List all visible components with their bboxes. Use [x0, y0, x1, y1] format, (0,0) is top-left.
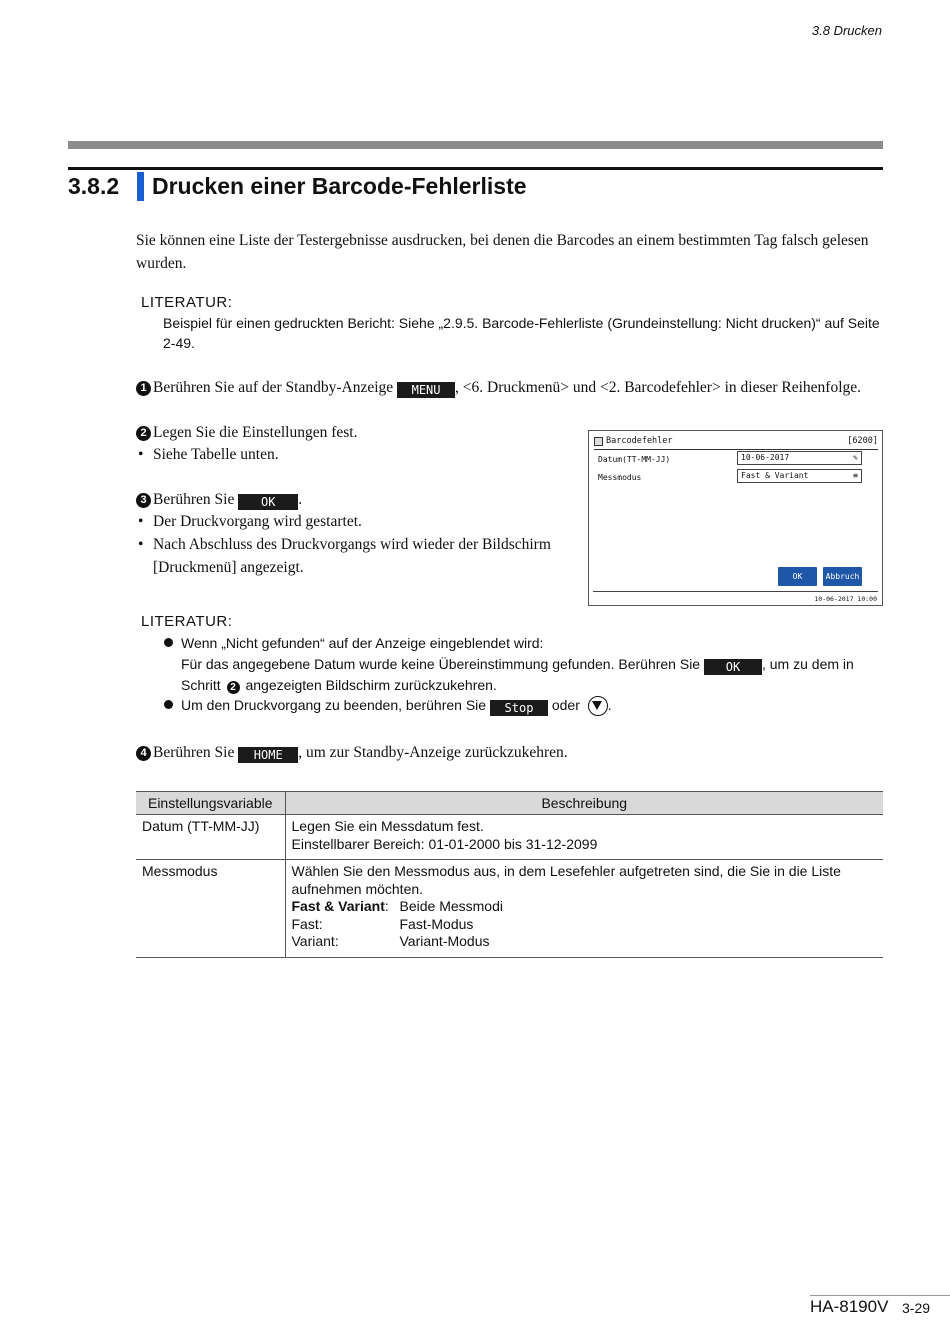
literatur-text: Beispiel für einen gedruckten Bericht: Siehe „2.9.5. Barcode-Fehlerliste (Grundeinstellung: Nicht drucken)“ auf Seite 2-49. [163, 315, 880, 351]
description-line: Legen Sie ein Messdatum fest. [291, 818, 484, 834]
section-rule [68, 167, 883, 170]
section-title: Drucken einer Barcode-Fehlerliste [152, 173, 527, 199]
step-2-text: Legen Sie die Einstellungen fest. [153, 424, 358, 441]
literatur-2-b1-line2-post: , um zu dem in [761, 656, 854, 672]
option-key: Variant: [291, 933, 339, 949]
date-label: Datum(TT-MM-JJ) [598, 455, 671, 464]
window-icon [594, 437, 603, 446]
literatur-label: LITERATUR: [141, 294, 233, 311]
setting-description [285, 815, 883, 860]
option-row [292, 933, 878, 951]
column-header: Einstellungsvariable [136, 792, 285, 815]
column-header: Beschreibung [285, 792, 883, 815]
footer-rule [810, 1295, 950, 1296]
bullet-dot-icon [164, 700, 173, 709]
option-row [292, 898, 878, 916]
option-key: Fast: [291, 915, 323, 932]
literatur-2-b1-line3-post: angezeigten Bildschirm zurückzukehren. [241, 677, 497, 693]
option-row [292, 916, 878, 934]
setting-name: Messmodus [136, 860, 285, 958]
mode-select[interactable] [737, 469, 862, 483]
menu-key: MENU [397, 382, 455, 398]
list-icon: ≡ [853, 471, 858, 480]
literatur-2-b1-line2-pre: Für das angegebene Datum wurde keine Übereinstimmung gefunden. Berühren Sie [181, 656, 704, 672]
mode-label: Messmodus [598, 473, 642, 482]
step-3-bullet-1 [138, 510, 362, 533]
step-4 [136, 741, 568, 764]
stop-key: Stop [490, 700, 548, 716]
step-1-post: , <6. Druckmenü> und <2. Barcodefehler> in dieser Reihenfolge. [455, 379, 862, 396]
step-1 [136, 376, 861, 399]
stop-icon [588, 696, 608, 716]
step-number-1: 1 [136, 381, 151, 396]
running-header: 3.8 Drucken [811, 23, 882, 38]
screen-title: Barcodefehler [606, 436, 673, 446]
step-1-pre: Berühren Sie auf der Standby-Anzeige [153, 379, 398, 396]
literatur-label-2: LITERATUR: [141, 613, 233, 630]
description-line: Wählen Sie den Messmodus aus, in dem Lesefehler aufgetreten sind, die Sie in die Liste aufnehmen möchten. [291, 863, 841, 897]
step-3-bullet-1-text: Der Druckvorgang wird gestartet. [153, 513, 362, 530]
intro-paragraph: Sie können eine Liste der Testergebnisse ausdrucken, bei denen die Barcodes an einem bestimmten Tag falsch gelesen wurden. [136, 232, 869, 272]
device-screen [588, 430, 883, 606]
setting-name: Datum (TT-MM-JJ) [136, 815, 285, 860]
page-number: 3-29 [902, 1300, 931, 1316]
table-header-row [136, 792, 883, 815]
screen-ok-button[interactable]: OK [778, 567, 817, 586]
date-value: 10-06-2017 [741, 453, 790, 462]
option-key-bold: Fast & Variant [291, 898, 385, 914]
mode-value: Fast & Variant [741, 471, 809, 480]
step-number-2: 2 [136, 426, 151, 441]
option-key [292, 898, 400, 916]
screen-divider [594, 449, 878, 450]
step-4-post: , um zur Standby-Anzeige zurückzukehren. [298, 744, 568, 761]
pencil-icon: ✎ [853, 453, 858, 462]
literatur-2-b1-line1: Wenn „Nicht gefunden“ auf der Anzeige eingeblendet wird: [181, 635, 544, 651]
product-name: HA-8190V [810, 1297, 889, 1316]
literatur-2-bullet-1-line3 [181, 675, 497, 696]
screen-footer-divider [593, 591, 878, 592]
ok-key-2: OK [704, 659, 762, 675]
literatur-2-b2-post: . [607, 697, 612, 713]
settings-table [136, 791, 883, 958]
bullet-icon: • [138, 536, 144, 553]
step-3-bullet-2-cont: [Druckmenü] angezeigt. [153, 559, 304, 576]
literatur-2-b2-pre: Um den Druckvorgang zu beenden, berühren Sie [181, 697, 490, 713]
table-row [136, 815, 883, 860]
step-3-pre: Berühren Sie [153, 491, 239, 508]
literatur-2-b2-mid: oder [547, 697, 584, 713]
literatur-2-bullet-1 [164, 633, 543, 654]
step-3-post: . [298, 491, 303, 508]
step-2 [136, 421, 357, 444]
step-number-3: 3 [136, 493, 151, 508]
date-field[interactable] [737, 451, 862, 465]
literatur-2-bullet-1-line2 [181, 654, 854, 675]
section-accent-bar [137, 172, 144, 201]
option-sep: : [384, 898, 389, 914]
step-3-bullet-2-text: Nach Abschluss des Druckvorgangs wird wieder der Bildschirm [153, 536, 551, 553]
step-3-bullet-2 [138, 533, 551, 556]
step-ref-2: 2 [227, 681, 240, 694]
step-3 [136, 488, 302, 511]
option-value: Variant-Modus [399, 933, 490, 949]
header-bar [68, 141, 883, 149]
bullet-icon: • [138, 513, 144, 530]
bullet-dot-icon [164, 638, 173, 647]
screen-cancel-button[interactable]: Abbruch [823, 567, 862, 586]
option-value: Fast-Modus [399, 915, 474, 932]
option-value: Beide Messmodi [399, 898, 503, 914]
step-4-pre: Berühren Sie [153, 744, 239, 761]
setting-description [285, 860, 883, 958]
ok-key: OK [238, 494, 298, 510]
table-row [136, 860, 883, 958]
bullet-icon: • [138, 446, 144, 463]
screen-header [594, 435, 878, 449]
literatur-2-bullet-2 [164, 695, 612, 716]
step-2-bullet-text: Siehe Tabelle unten. [153, 446, 279, 463]
step-number-4: 4 [136, 746, 151, 761]
step-2-bullet [138, 443, 279, 466]
section-number: 3.8.2 [68, 173, 120, 199]
screen-code: [6200] [847, 436, 878, 446]
description-line: Einstellbarer Bereich: 01-01-2000 bis 31-12-2099 [291, 835, 598, 852]
literatur-2-b1-line3-pre: Schritt [181, 677, 225, 693]
home-key: HOME [238, 747, 298, 763]
screen-clock: 10-06-2017 10:00 [814, 595, 877, 603]
